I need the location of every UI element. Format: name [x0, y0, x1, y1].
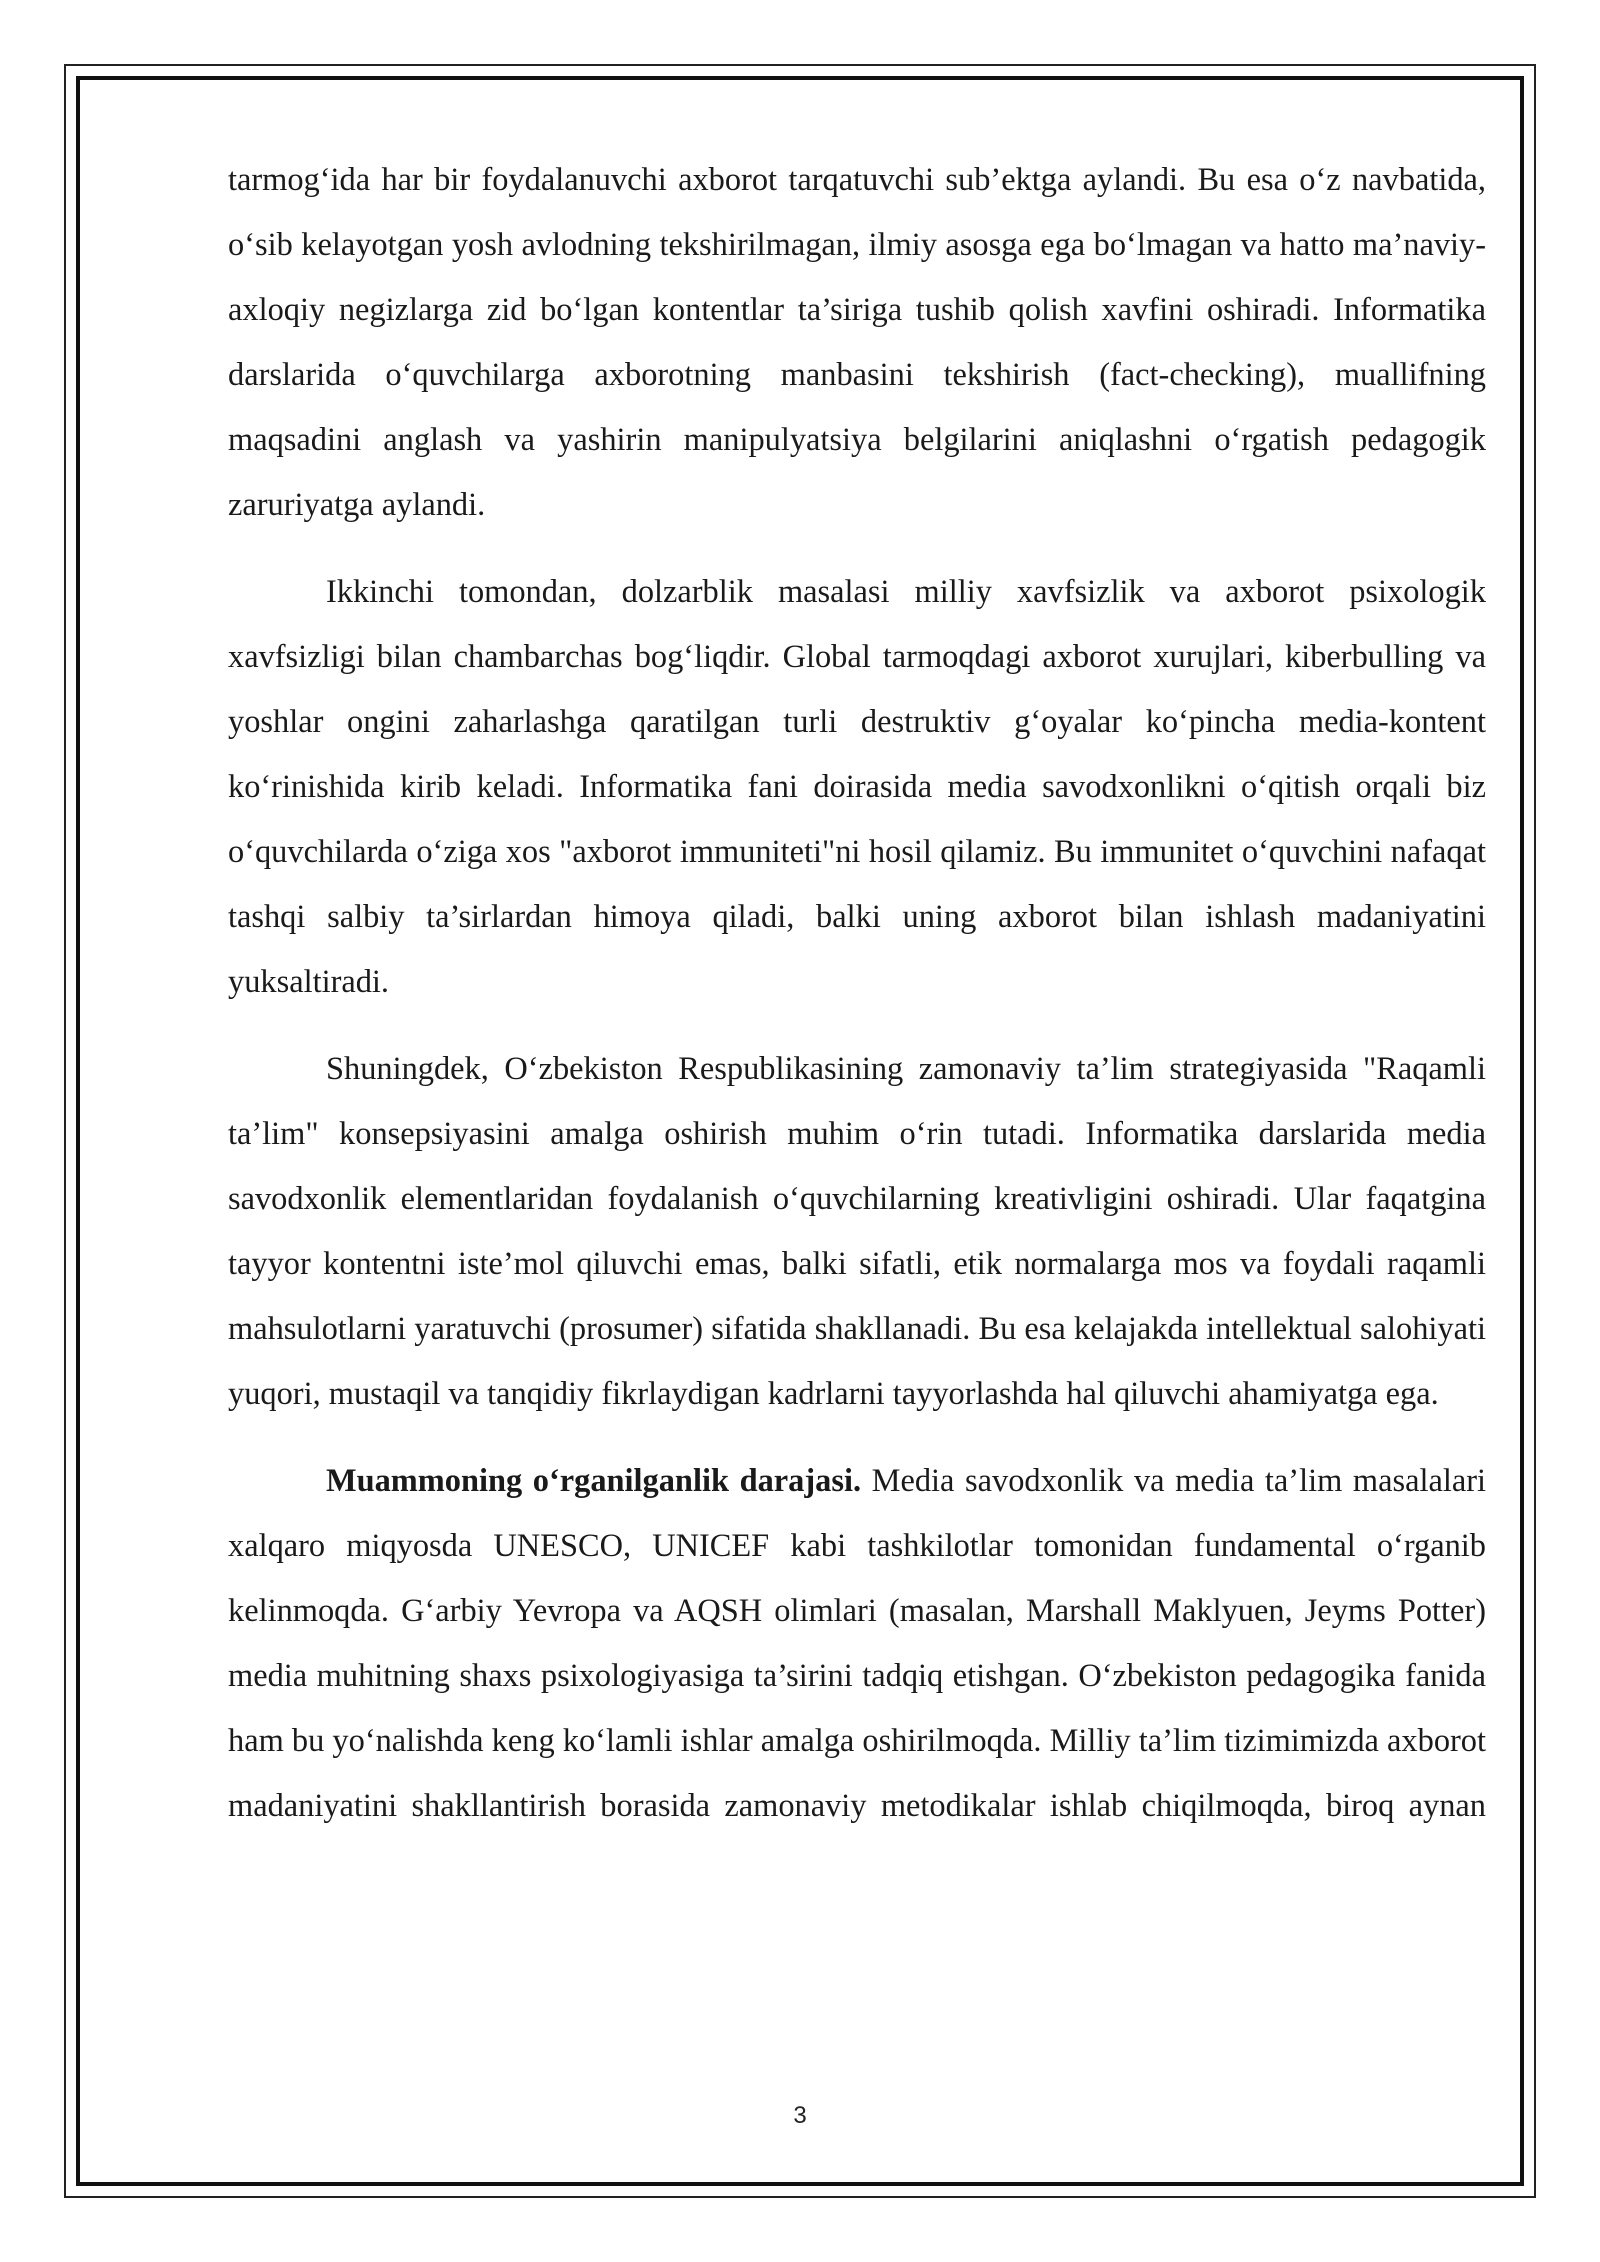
paragraph-3-text: Shuningdek, O‘zbekiston Respublikasining zamonaviy ta’lim strategiyasida "Raqamli ta’lim" konsepsiyasini amalga oshirish muhim o‘rin tutadi. Informatika darslarida media savodxonlik elementlaridan foydalanish o‘quvchilarning kreativligini oshiradi. Ular faqatgina tayyor kontentni iste’mol qiluvchi emas, balki sifatli, etik normalarga mos va foydali raqamli mahsulotlarni yaratuvchi (prosumer) sifatida shakllanadi. Bu esa kelajakda intellektual salohiyati yuqori, mustaqil va tanqidiy fikrlaydigan kadrlarni tayyorlashda hal qiluvchi ahamiyatga ega.	[228, 1051, 1486, 1412]
paragraph-2-text: Ikkinchi tomondan, dolzarblik masalasi milliy xavfsizlik va axborot psixologik xavfsizligi bilan chambarchas bog‘liqdir. Global tarmoqdagi axborot xurujlari, kiberbulling va yoshlar ongini zaharlashga qaratilgan turli destruktiv g‘oyalar ko‘pincha media-kontent ko‘rinishida kirib keladi. Informatika fani doirasida media savodxonlikni o‘qitish orqali biz o‘quvchilarda o‘ziga xos "axborot immuniteti"ni hosil qilamiz. Bu immunitet o‘quvchini nafaqat tashqi salbiy ta’sirlardan himoya qiladi, balki uning axborot bilan ishlash madaniyatini yuksaltiradi.	[228, 574, 1486, 1000]
document-body	[228, 148, 1486, 1861]
paragraph-4-text: Media savodxonlik va media ta’lim masalalari xalqaro miqyosda UNESCO, UNICEF kabi tashkilotlar tomonidan fundamental o‘rganib kelinmoqda. G‘arbiy Yevropa va AQSH olimlari (masalan, Marshall Maklyuen, Jeyms Potter) media muhitning shaxs psixologiyasiga ta’sirini tadqiq etishgan. O‘zbekiston pedagogika fanida ham bu yo‘nalishda keng ko‘lamli ishlar amalga oshirilmoqda. Milliy ta’lim tizimimizda axborot madaniyatini shakllantirish borasida zamonaviy metodikalar ishlab chiqilmoqda, biroq aynan	[228, 1463, 1486, 1824]
paragraph-1-text: tarmog‘ida har bir foydalanuvchi axborot tarqatuvchi sub’ektga aylandi. Bu esa o‘z navbatida, o‘sib kelayotgan yosh avlodning tekshirilmagan, ilmiy asosga ega bo‘lmagan va hatto ma’naviy-axloqiy negizlarga zid bo‘lgan kontentlar ta’siriga tushib qolish xavfini oshiradi. Informatika darslarida o‘quvchilarga axborotning manbasini tekshirish (fact-checking), muallifning maqsadini anglash va yashirin manipulyatsiya belgilarini aniqlashni o‘rgatish pedagogik zaruriyatga aylandi.	[228, 162, 1486, 523]
paragraph-1	[228, 148, 1486, 538]
paragraph-2	[228, 560, 1486, 1015]
page-number: 3	[793, 2102, 807, 2129]
paragraph-3	[228, 1037, 1486, 1427]
paragraph-4	[228, 1449, 1486, 1839]
section-heading-inline: Muammoning o‘rganilganlik darajasi.	[326, 1463, 862, 1499]
